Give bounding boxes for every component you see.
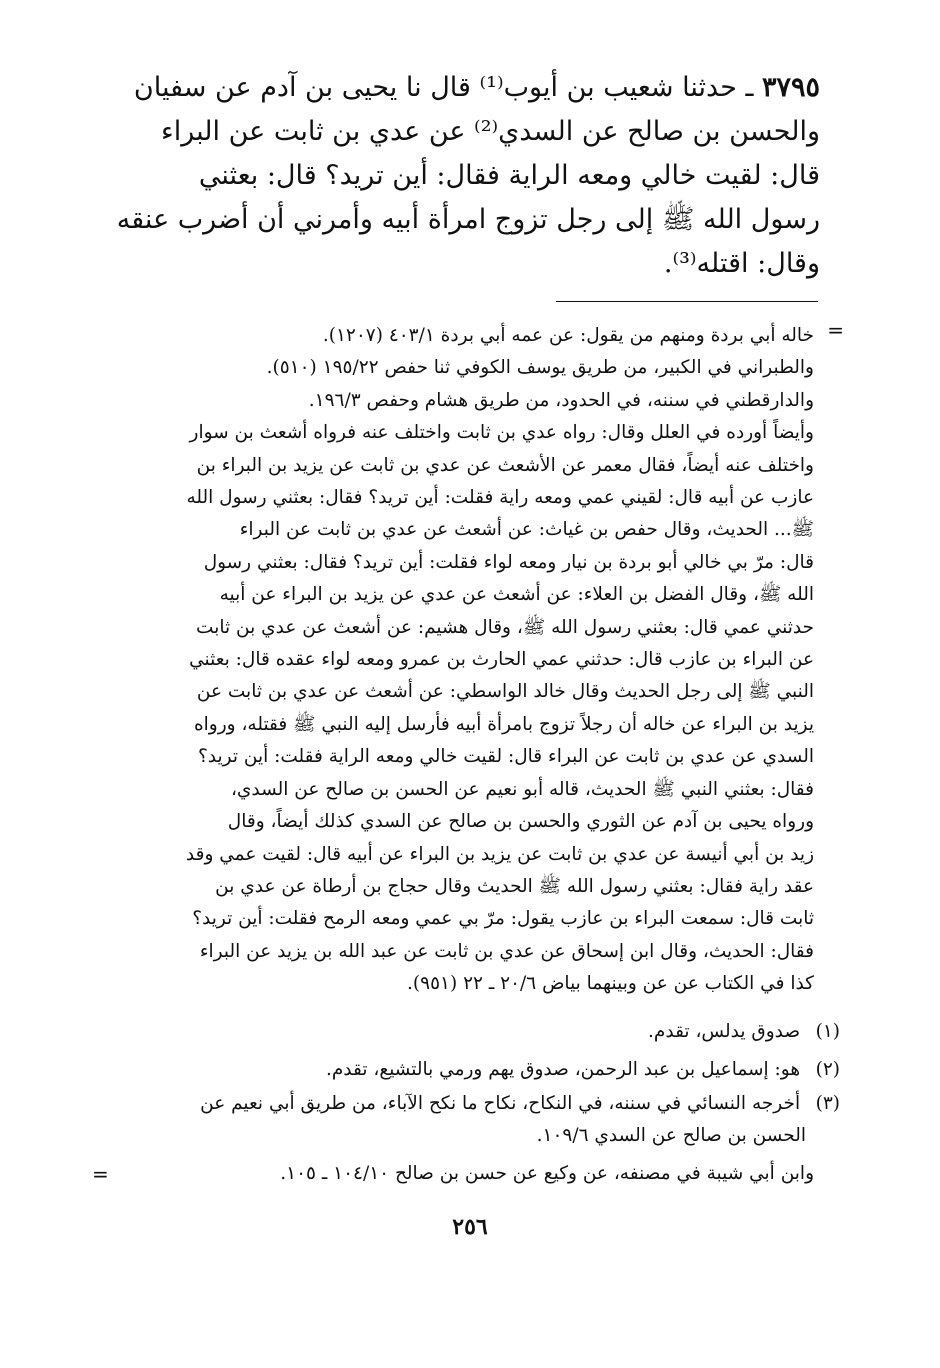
note-line: خاله أبي بردة ومنهم من يقول: عن عمه أبي بردة ٤٠٣/١ (١٢٠٧).: [322, 325, 814, 346]
footnote-number: (٢): [815, 1059, 840, 1080]
note-line: زيد بن أبي أنيسة عن عدي بن ثابت عن يزيد بن البراء عن أبيه قال: لقيت عمي وقد: [185, 843, 814, 865]
note-line: ورواه يحيى بن آدم عن الثوري والحسن بن صالح عن السدي كذلك أيضاً، وقال: [227, 811, 814, 833]
footnote-2: [110, 1054, 840, 1086]
note-line: عقد راية فقال: بعثني رسول الله ﷺ الحديث وقال حجاج بن أرطاة عن عدي بن: [215, 875, 814, 897]
note-line: ثابت قال: سمعت البراء بن عازب يقول: مرّ بي عمي ومعه الرمح فقلت: أين تريد؟: [192, 908, 814, 930]
footnote-number: (١): [815, 1021, 840, 1042]
continuation-marker-bottom: =: [92, 1162, 109, 1186]
footnote-3-continued: وابن أبي شيبة في مصنفه، عن وكيع عن حسن بن صالح ١٠٤/١٠ ـ ١٠٥.: [280, 1163, 814, 1184]
note-line: حدثني عمي قال: بعثني رسول الله ﷺ، وقال هشيم: عن أشعث عن عدي بن ثابت: [196, 616, 814, 638]
note-line: كذا في الكتاب عن عن وبينهما بياض ٢٠/٦ ـ ٢٢ (٩٥١).: [407, 973, 814, 995]
continuation-marker-top: =: [827, 318, 844, 342]
note-line: يزيد بن البراء عن خاله أن رجلاً تزوج بامرأة أبيه فأرسل إليه النبي ﷺ فقتله، ورواه: [193, 713, 814, 735]
note-line: والدارقطني في سننه، في الحدود، من طريق هشام وحفص ١٩٦/٣.: [308, 389, 814, 411]
note-line: عن البراء بن عازب قال: حدثني عمي الحارث بن عمرو ومعه لواء عقده قال: بعثني: [189, 649, 814, 671]
note-line: والطبراني في الكبير، من طريق يوسف الكوفي ثنا حفص ١٩٥/٢٢ (٥١٠).: [266, 357, 814, 379]
footnote-3: [110, 1088, 840, 1153]
page-number: ٢٥٦: [452, 1214, 488, 1240]
footnote-1: [110, 1016, 840, 1048]
hadith-number: ٣٧٩٥: [761, 72, 820, 103]
footnote-text: الحسن بن صالح عن السدي ١٠٩/٦.: [536, 1125, 806, 1147]
note-line: الله ﷺ، وقال الفضل بن العلاء: عن أشعث عن عدي عن يزيد بن البراء عن أبيه: [219, 584, 814, 606]
hadith-line: قال: لقيت خالي ومعه الراية فقال: أين تريد؟ قال: بعثني: [198, 160, 820, 191]
hadith-text: [104, 66, 820, 286]
footnote-text: صدوق يدلس، تقدم.: [648, 1021, 801, 1042]
hadith-line: وقال: اقتله⁽³⁾.: [663, 248, 820, 279]
note-line: النبي ﷺ إلى رجل الحديث وقال خالد الواسطي: عن أشعث عن عدي بن ثابت عن: [196, 681, 814, 703]
footnote-number: (٣): [815, 1093, 840, 1114]
note-line: واختلف عنه أيضاً، فقال معمر عن الأشعث عن عدي بن ثابت عن يزيد بن البراء بن: [196, 454, 814, 476]
note-line: ﷺ... الحديث، وقال حفص بن غياث: عن أشعث عن عدي بن ثابت عن البراء: [239, 519, 814, 541]
footnote-text: أخرجه النسائي في سننه، في النكاح، نكاح ما نكح الآباء، من طريق أبي نعيم عن: [200, 1093, 801, 1114]
footnote-text: هو: إسماعيل بن عبد الرحمن، صدوق يهم ورمي بالتشيع، تقدم.: [325, 1059, 801, 1080]
note-line: وأيضاً أورده في العلل وقال: رواه عدي بن ثابت واختلف عنه فرواه أشعث بن سوار: [189, 422, 814, 444]
note-line: فقال: الحديث، وقال ابن إسحاق عن عدي بن ثابت عن عبد الله بن يزيد عن البراء: [199, 940, 814, 962]
continued-footnote: [114, 320, 814, 1001]
hadith-line: والحسن بن صالح عن السدي⁽²⁾ عن عدي بن ثابت عن البراء: [161, 116, 820, 147]
hadith-line: ٣٧٩٥ ـ حدثنا شعيب بن أيوب⁽¹⁾ قال نا يحيى بن آدم عن سفيان: [133, 72, 820, 103]
note-line: السدي عن عدي بن ثابت عن البراء قال: لقيت خالي ومعه الراية فقلت: أين تريد؟: [197, 746, 814, 768]
note-line: قال: مرّ بي خالي أبو بردة بن نيار ومعه لواء فقلت: أين تريد؟ فقال: بعثني رسول: [203, 551, 814, 573]
note-line: فقال: بعثني النبي ﷺ الحديث، قاله أبو نعيم عن الحسن بن صالح عن السدي،: [230, 778, 814, 800]
footnote-divider: [556, 301, 818, 302]
note-line: عازب عن أبيه قال: لقيني عمي ومعه راية فقلت: أين تريد؟ فقال: بعثني رسول الله: [186, 487, 814, 509]
hadith-line: رسول الله ﷺ إلى رجل تزوج امرأة أبيه وأمرني أن أضرب عنقه: [116, 204, 820, 235]
